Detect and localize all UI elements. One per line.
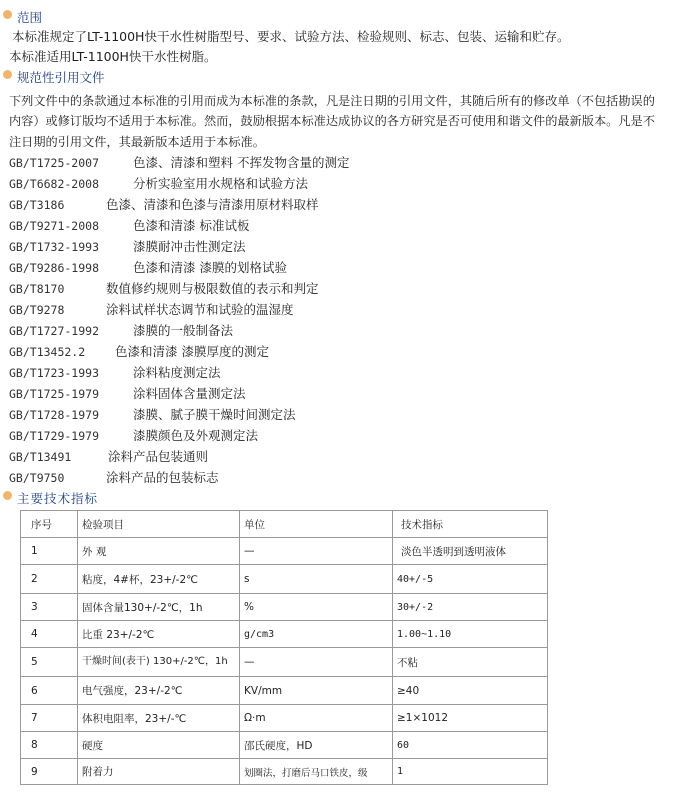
table-row	[21, 705, 548, 732]
table-cell: KV/mm	[240, 677, 393, 705]
table-cell: —	[240, 648, 393, 677]
references-intro-line-2: 内容）或修订版均不适用于本标准。然而，鼓励根据本标准达成协议的各方研究是否可使用和谐文件的最新版本。凡是不	[9, 114, 655, 128]
standard-code: GB/T9278	[9, 303, 65, 317]
standard-code: GB/T8170	[9, 282, 65, 296]
table-cell: 9	[21, 759, 78, 785]
references-intro-line-3: 注日期的引用文件，其最新版本适用于本标准。	[9, 135, 265, 149]
table-cell: 7	[21, 705, 78, 732]
standard-title: 漆膜、腻子膜干燥时间测定法	[133, 407, 296, 422]
table-cell: 干燥时间(表干) 130+/-2℃，1h	[78, 648, 240, 677]
table-cell: 2	[21, 565, 78, 594]
section-heading-references	[3, 68, 105, 86]
table-cell: 1	[21, 538, 78, 565]
standard-code: GB/T9286-1998	[9, 261, 100, 275]
standard-code: GB/T1725-2007	[9, 156, 100, 170]
standard-title: 色漆和清漆 漆膜厚度的测定	[115, 344, 269, 359]
standard-code: GB/T9750	[9, 471, 65, 485]
table-cell: 划圈法，打磨后马口铁皮，级	[240, 759, 393, 785]
table-cell: 邵氏硬度，HD	[240, 732, 393, 759]
standard-code: GB/T1728-1979	[9, 408, 100, 422]
standard-title: 色漆、清漆和色漆与清漆用原材料取样	[106, 197, 319, 212]
table-cell: 固体含量130+/-2℃，1h	[78, 594, 240, 621]
standard-title: 涂料粘度测定法	[133, 365, 221, 380]
table-cell: —	[240, 538, 393, 565]
table-cell: %	[240, 594, 393, 621]
header-cell: 序号	[21, 511, 78, 538]
standard-code: GB/T6682-2008	[9, 177, 100, 191]
table-cell: 比重 23+/-2℃	[78, 621, 240, 648]
table-cell: 外 观	[78, 538, 240, 565]
table-cell: 4	[21, 621, 78, 648]
table-row	[21, 594, 548, 621]
table-cell: g/cm3	[240, 621, 393, 648]
table-cell: s	[240, 565, 393, 594]
table-cell: 6	[21, 677, 78, 705]
table-cell: 40+/-5	[393, 565, 548, 594]
header-cell: 检验项目	[78, 511, 240, 538]
standard-code: GB/T13491	[9, 450, 72, 464]
table-row	[21, 538, 548, 565]
table-row	[21, 648, 548, 677]
table-cell: Ω·m	[240, 705, 393, 732]
standard-code: GB/T1723-1993	[9, 366, 100, 380]
standard-title: 漆膜颜色及外观测定法	[133, 428, 259, 443]
header-cell: 技术指标	[393, 511, 548, 538]
bullet-icon	[3, 70, 12, 79]
references-intro-line-1: 下列文件中的条款通过本标准的引用而成为本标准的条款，凡是注日期的引用文件，其随后所有的修改单（不包括勘误的	[9, 94, 655, 108]
table-row	[21, 677, 548, 705]
standard-title: 漆膜耐冲击性测定法	[133, 239, 246, 254]
standard-title: 数值修约规则与极限数值的表示和判定	[106, 281, 319, 296]
table-cell: 30+/-2	[393, 594, 548, 621]
standard-title: 色漆和清漆 标准试板	[133, 218, 250, 233]
section-heading-specs	[3, 489, 98, 507]
standard-code: GB/T13452.2	[9, 345, 86, 359]
standard-code: GB/T1729-1979	[9, 429, 100, 443]
table-cell: 3	[21, 594, 78, 621]
specs-table	[20, 510, 548, 785]
standard-title: 漆膜的一般制备法	[133, 323, 234, 338]
standard-code: GB/T1732-1993	[9, 240, 100, 254]
standard-code: GB/T3186	[9, 198, 65, 212]
scope-line-2: 本标准适用LT-1100H快干水性树脂。	[9, 49, 217, 64]
table-cell: 硬度	[78, 732, 240, 759]
standard-title: 分析实验室用水规格和试验方法	[133, 176, 309, 191]
table-row	[21, 759, 548, 785]
standard-title: 色漆和清漆 漆膜的划格试验	[133, 260, 287, 275]
standard-title: 色漆、清漆和塑料 不挥发物含量的测定	[133, 155, 350, 170]
standard-code: GB/T1725-1979	[9, 387, 100, 401]
scope-line-1: 本标准规定了LT-1100H快干水性树脂型号、要求、试验方法、检验规则、标志、包装、运输和贮存。	[12, 29, 570, 44]
references-heading-text: 规范性引用文件	[17, 70, 105, 85]
table-cell: 附着力	[78, 759, 240, 785]
section-heading-scope	[3, 8, 42, 26]
specs-heading-text: 主要技术指标	[17, 491, 99, 506]
header-cell: 单位	[240, 511, 393, 538]
standard-title: 涂料试样状态调节和试验的温湿度	[106, 302, 294, 317]
table-row	[21, 732, 548, 759]
table-cell: 粘度，4#杯，23+/-2℃	[78, 565, 240, 594]
bullet-icon	[3, 10, 12, 19]
standard-code: GB/T1727-1992	[9, 324, 100, 338]
table-cell: 淡色半透明到透明液体	[393, 538, 548, 565]
table-row	[21, 621, 548, 648]
table-cell: 不粘	[393, 648, 548, 677]
standard-title: 涂料产品包装通则	[108, 449, 209, 464]
table-header-row	[21, 511, 548, 538]
table-cell: ≥1×1012	[393, 705, 548, 732]
table-cell: 体积电阻率，23+/-℃	[78, 705, 240, 732]
table-row	[21, 565, 548, 594]
bullet-icon	[3, 491, 12, 500]
table-cell: 1.00~1.10	[393, 621, 548, 648]
table-cell: 1	[393, 759, 548, 785]
table-cell: ≥40	[393, 677, 548, 705]
standard-code: GB/T9271-2008	[9, 219, 100, 233]
scope-heading-text: 范围	[17, 10, 43, 25]
table-cell: 电气强度，23+/-2℃	[78, 677, 240, 705]
table-cell: 8	[21, 732, 78, 759]
standard-title: 涂料固体含量测定法	[133, 386, 246, 401]
table-cell: 60	[393, 732, 548, 759]
table-cell: 5	[21, 648, 78, 677]
standard-title: 涂料产品的包装标志	[106, 470, 219, 485]
